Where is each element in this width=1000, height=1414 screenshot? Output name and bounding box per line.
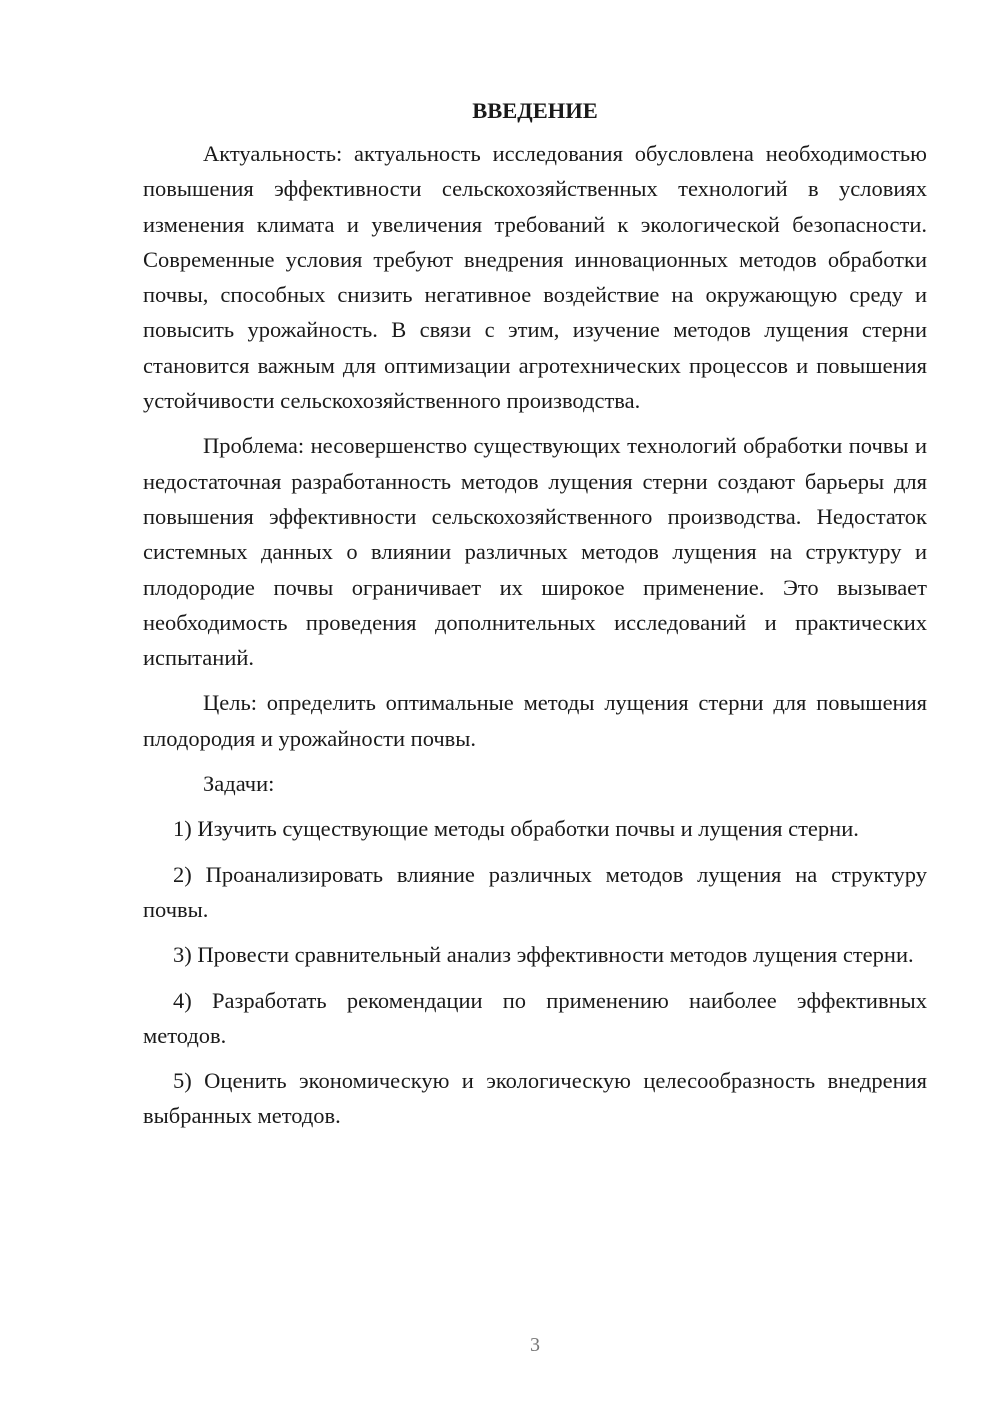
tasks-label: Задачи: — [203, 771, 275, 797]
page-number: 3 — [530, 1334, 540, 1356]
goal-paragraph: Цель: определить оптимальные методы лущения стерни для повышения плодородия и урожайности почвы. — [143, 690, 927, 751]
problem-paragraph: Проблема: несовершенство существующих технологий обработки почвы и недостаточная разработанность методов лущения стерни создают барьеры для повышения эффективности сельскохозяйственного производства. Недостаток системных данных о влиянии различных методов лущения на структуру и плодородие почвы ограничивает их широкое применение. Это вызывает необходимость проведения дополнительных исследований и практических испытаний. — [143, 433, 927, 671]
tasks-list — [143, 811, 927, 1133]
task-item-2: 2) Проанализировать влияние различных методов лущения на структуру почвы. — [143, 861, 927, 922]
page-content — [143, 96, 927, 1144]
task-item-1: 1) Изучить существующие методы обработки почвы и лущения стерни. — [173, 816, 859, 842]
task-item-3: 3) Провести сравнительный анализ эффективности методов лущения стерни. — [173, 942, 914, 968]
relevance-paragraph: Актуальность: актуальность исследования обусловлена необходимостью повышения эффективности сельскохозяйственных технологий в условиях изменения климата и увеличения требований к экологической безопасности. Современные условия требуют внедрения инновационных методов обработки почвы, способных снизить негативное воздействие на окружающую среду и повысить урожайность. В связи с этим, изучение методов лущения стерни становится важным для оптимизации агротехнических процессов и повышения устойчивости сельскохозяйственного производства. — [143, 141, 927, 414]
section-heading: ВВЕДЕНИЕ — [472, 98, 598, 123]
task-item-4: 4) Разработать рекомендации по применению наиболее эффективных методов. — [143, 987, 927, 1048]
task-item-5: 5) Оценить экономическую и экологическую целесообразность внедрения выбранных методов. — [143, 1068, 927, 1129]
